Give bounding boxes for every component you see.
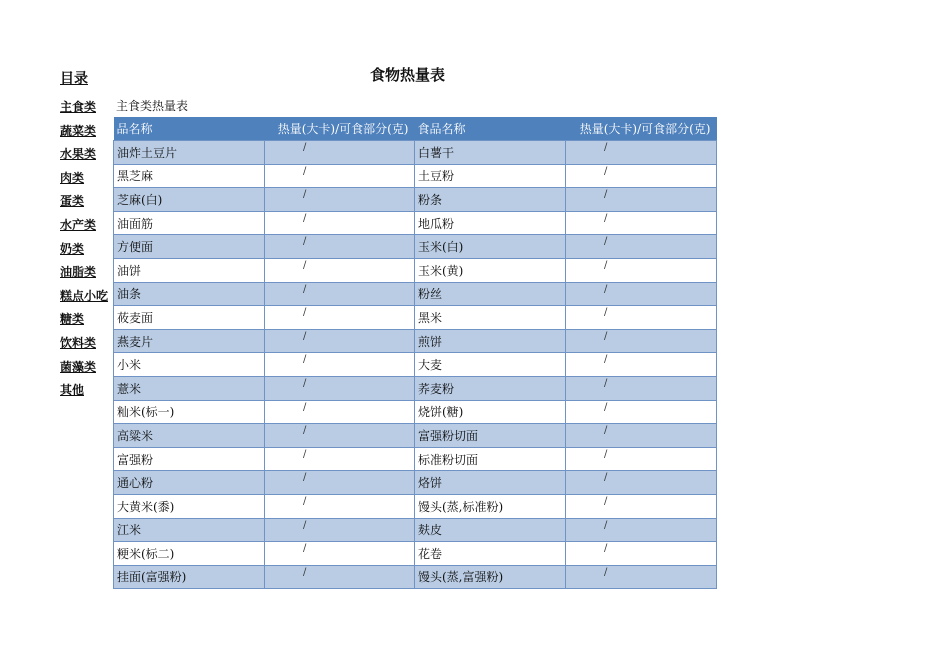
calorie-cell[interactable] bbox=[566, 376, 717, 400]
table-row bbox=[114, 376, 717, 400]
calorie-value: / bbox=[303, 495, 307, 507]
calorie-value: / bbox=[604, 259, 608, 271]
food-name-cell[interactable]: 黑芝麻 bbox=[114, 164, 265, 188]
calorie-cell[interactable] bbox=[265, 376, 415, 400]
calorie-value: / bbox=[303, 354, 307, 366]
calorie-value: / bbox=[604, 495, 608, 507]
calorie-cell[interactable] bbox=[265, 258, 415, 282]
table-row bbox=[114, 447, 717, 471]
calorie-cell[interactable] bbox=[265, 164, 415, 188]
toc-link[interactable]: 糕点小吃 bbox=[60, 288, 109, 303]
calorie-cell[interactable] bbox=[566, 306, 717, 330]
calorie-value: / bbox=[604, 448, 608, 460]
table-row bbox=[114, 141, 717, 165]
calorie-cell[interactable] bbox=[566, 494, 717, 518]
calorie-cell[interactable] bbox=[566, 188, 717, 212]
food-name-cell[interactable]: 油面筋 bbox=[114, 211, 265, 235]
table-row bbox=[114, 353, 717, 377]
header-calories-right: 热量(大卡)/可食部分(克) bbox=[566, 117, 717, 141]
calorie-value: / bbox=[303, 543, 307, 555]
table-row bbox=[114, 471, 717, 495]
food-name-cell[interactable]: 地瓜粉 bbox=[415, 211, 566, 235]
table-row bbox=[114, 400, 717, 424]
food-name-cell[interactable]: 通心粉 bbox=[114, 471, 265, 495]
calorie-value: / bbox=[604, 377, 608, 389]
calorie-value: / bbox=[303, 566, 307, 578]
calorie-cell[interactable] bbox=[265, 211, 415, 235]
calorie-value: / bbox=[604, 212, 608, 224]
calorie-value: / bbox=[303, 307, 307, 319]
food-name-cell[interactable]: 标准粉切面 bbox=[415, 447, 566, 471]
toc-link[interactable]: 其他 bbox=[60, 383, 85, 398]
calorie-value: / bbox=[604, 189, 608, 201]
calorie-cell[interactable] bbox=[265, 447, 415, 471]
calorie-cell[interactable] bbox=[566, 141, 717, 165]
calorie-value: / bbox=[303, 425, 307, 437]
food-name-cell[interactable]: 芝麻(白) bbox=[114, 188, 265, 212]
toc-link[interactable]: 油脂类 bbox=[60, 265, 97, 280]
section-label: 主食类热量表 bbox=[116, 99, 189, 113]
toc-link[interactable]: 水产类 bbox=[60, 217, 97, 232]
table-row bbox=[114, 518, 717, 542]
calorie-value: / bbox=[303, 472, 307, 484]
calorie-table bbox=[113, 117, 717, 589]
calorie-value: / bbox=[604, 307, 608, 319]
toc-link[interactable]: 主食类 bbox=[60, 100, 97, 114]
food-name-cell[interactable]: 烧饼(糖) bbox=[415, 400, 566, 424]
food-name-cell[interactable]: 油饼 bbox=[114, 258, 265, 282]
food-name-cell[interactable]: 小米 bbox=[114, 353, 265, 377]
calorie-value: / bbox=[303, 448, 307, 460]
food-name-cell[interactable]: 麸皮 bbox=[415, 518, 566, 542]
table-row bbox=[114, 329, 717, 353]
toc-link[interactable]: 蛋类 bbox=[60, 194, 85, 209]
toc-link[interactable]: 水果类 bbox=[60, 147, 97, 162]
calorie-cell[interactable] bbox=[566, 282, 717, 306]
toc-link[interactable]: 奶类 bbox=[60, 241, 85, 256]
calorie-value: / bbox=[604, 519, 608, 531]
table-row bbox=[114, 565, 717, 589]
calorie-cell[interactable] bbox=[265, 471, 415, 495]
calorie-cell[interactable] bbox=[566, 471, 717, 495]
calorie-value: / bbox=[604, 566, 608, 578]
calorie-cell[interactable] bbox=[265, 141, 415, 165]
food-name-cell[interactable]: 大麦 bbox=[415, 353, 566, 377]
food-name-cell[interactable]: 煎饼 bbox=[415, 329, 566, 353]
table-row bbox=[114, 542, 717, 566]
calorie-value: / bbox=[303, 142, 307, 153]
calorie-cell[interactable] bbox=[566, 211, 717, 235]
calorie-value: / bbox=[303, 519, 307, 531]
food-name-cell[interactable]: 馒头(蒸,富强粉) bbox=[415, 565, 566, 589]
calorie-cell[interactable] bbox=[566, 353, 717, 377]
calorie-cell[interactable] bbox=[566, 565, 717, 589]
food-name-cell[interactable]: 玉米(黄) bbox=[415, 258, 566, 282]
food-name-cell[interactable]: 油条 bbox=[114, 282, 265, 306]
food-name-cell[interactable]: 土豆粉 bbox=[415, 164, 566, 188]
calorie-value: / bbox=[303, 189, 307, 201]
calorie-value: / bbox=[604, 425, 608, 437]
calorie-cell[interactable] bbox=[566, 518, 717, 542]
calorie-cell[interactable] bbox=[265, 518, 415, 542]
calorie-value: / bbox=[604, 330, 608, 342]
calorie-value: / bbox=[303, 259, 307, 271]
food-name-cell[interactable]: 油炸土豆片 bbox=[114, 141, 265, 165]
calorie-cell[interactable] bbox=[566, 400, 717, 424]
header-food-name-left: 品名称 bbox=[114, 117, 265, 141]
food-name-cell[interactable]: 籼米(标一) bbox=[114, 400, 265, 424]
calorie-value: / bbox=[303, 236, 307, 248]
food-name-cell[interactable]: 白薯干 bbox=[415, 141, 566, 165]
table-header-row bbox=[114, 117, 717, 141]
calorie-value: / bbox=[604, 354, 608, 366]
table-row bbox=[114, 188, 717, 212]
food-name-cell[interactable]: 大黄米(黍) bbox=[114, 494, 265, 518]
calorie-cell[interactable] bbox=[265, 282, 415, 306]
table-row bbox=[114, 258, 717, 282]
calorie-cell[interactable] bbox=[265, 235, 415, 259]
header-calories-left: 热量(大卡)/可食部分(克) bbox=[265, 117, 415, 141]
header-food-name-right: 食品名称 bbox=[415, 117, 566, 141]
food-name-cell[interactable]: 莜麦面 bbox=[114, 306, 265, 330]
toc-link[interactable]: 菌藻类 bbox=[60, 359, 97, 374]
calorie-value: / bbox=[303, 212, 307, 224]
calorie-cell[interactable] bbox=[566, 258, 717, 282]
food-name-cell[interactable]: 燕麦片 bbox=[114, 329, 265, 353]
table-row bbox=[114, 424, 717, 448]
calorie-cell[interactable] bbox=[265, 353, 415, 377]
calorie-cell[interactable] bbox=[566, 424, 717, 448]
table-row bbox=[114, 306, 717, 330]
food-name-cell[interactable]: 高粱米 bbox=[114, 424, 265, 448]
calorie-value: / bbox=[303, 401, 307, 413]
calorie-value: / bbox=[303, 283, 307, 295]
calorie-value: / bbox=[604, 472, 608, 484]
calorie-cell[interactable] bbox=[265, 188, 415, 212]
food-name-cell[interactable]: 花卷 bbox=[415, 542, 566, 566]
food-name-cell[interactable]: 烙饼 bbox=[415, 471, 566, 495]
page-title: 食物热量表 bbox=[370, 66, 446, 84]
food-name-cell[interactable]: 薏米 bbox=[114, 376, 265, 400]
food-name-cell[interactable]: 馒头(蒸,标准粉) bbox=[415, 494, 566, 518]
toc-link[interactable]: 蔬菜类 bbox=[60, 123, 97, 138]
calorie-value: / bbox=[604, 543, 608, 555]
calorie-value: / bbox=[303, 377, 307, 389]
calorie-cell[interactable] bbox=[265, 400, 415, 424]
calorie-cell[interactable] bbox=[566, 164, 717, 188]
calorie-value: / bbox=[604, 236, 608, 248]
table-row bbox=[114, 235, 717, 259]
toc-link[interactable]: 肉类 bbox=[60, 170, 85, 185]
toc-link[interactable]: 饮料类 bbox=[60, 335, 97, 350]
calorie-value: / bbox=[604, 142, 608, 153]
calorie-cell[interactable] bbox=[566, 447, 717, 471]
toc-list bbox=[60, 96, 108, 403]
calorie-cell[interactable] bbox=[566, 235, 717, 259]
calorie-cell[interactable] bbox=[566, 329, 717, 353]
food-name-cell[interactable]: 粉条 bbox=[415, 188, 566, 212]
food-name-cell[interactable]: 荞麦粉 bbox=[415, 376, 566, 400]
calorie-cell[interactable] bbox=[265, 329, 415, 353]
calorie-cell[interactable] bbox=[265, 494, 415, 518]
calorie-cell[interactable] bbox=[265, 306, 415, 330]
table-row bbox=[114, 211, 717, 235]
calorie-cell[interactable] bbox=[265, 424, 415, 448]
table-row bbox=[114, 282, 717, 306]
food-name-cell[interactable]: 富强粉切面 bbox=[415, 424, 566, 448]
food-name-cell[interactable]: 粉丝 bbox=[415, 282, 566, 306]
food-name-cell[interactable]: 江米 bbox=[114, 518, 265, 542]
food-name-cell[interactable]: 黑米 bbox=[415, 306, 566, 330]
food-name-cell[interactable]: 方便面 bbox=[114, 235, 265, 259]
calorie-cell[interactable] bbox=[265, 542, 415, 566]
food-name-cell[interactable]: 挂面(富强粉) bbox=[114, 565, 265, 589]
toc-title: 目录 bbox=[60, 71, 88, 87]
table-row bbox=[114, 164, 717, 188]
calorie-value: / bbox=[303, 330, 307, 342]
food-name-cell[interactable]: 粳米(标二) bbox=[114, 542, 265, 566]
toc-link[interactable]: 糖类 bbox=[60, 312, 85, 327]
food-name-cell[interactable]: 富强粉 bbox=[114, 447, 265, 471]
table-row bbox=[114, 494, 717, 518]
calorie-value: / bbox=[303, 165, 307, 177]
calorie-cell[interactable] bbox=[566, 542, 717, 566]
calorie-value: / bbox=[604, 165, 608, 177]
food-name-cell[interactable]: 玉米(白) bbox=[415, 235, 566, 259]
calorie-cell[interactable] bbox=[265, 565, 415, 589]
calorie-value: / bbox=[604, 401, 608, 413]
calorie-value: / bbox=[604, 283, 608, 295]
